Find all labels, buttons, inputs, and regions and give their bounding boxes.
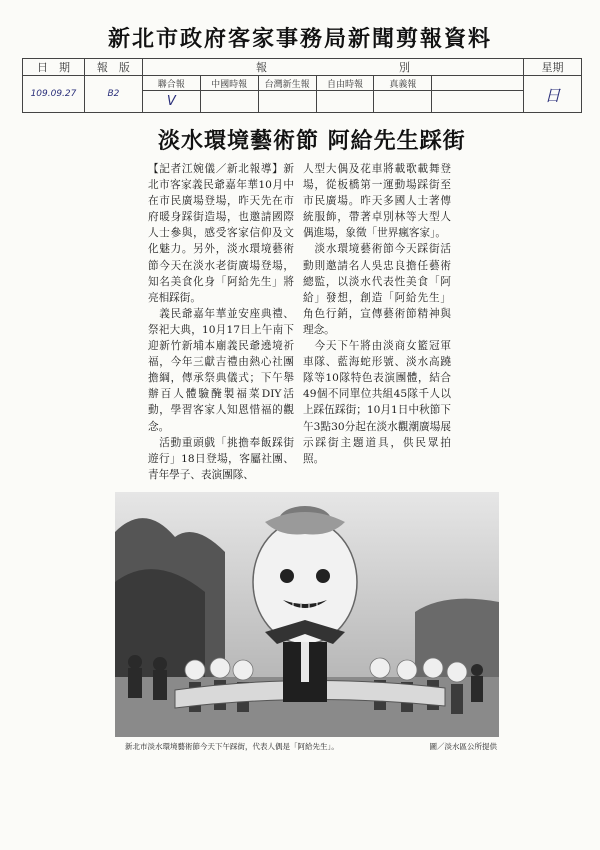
paper-check-cell <box>200 91 258 113</box>
article-column-2: 人型大偶及花車將載歌載舞登場，從板橋第一運動場踩街至市民廣場。昨天多國人士著傳統服飾，帶著卓別林等大型人偶進場，象徵「世界瘋客家」。 淡水環境藝術節今天踩街活動則邀請名人吳忠良擔任藝術總監，以淡水代表性美食「阿給」發想，創造「阿給先生」角色行銷，宣傳藝術節精神與理念。 今天下午將由淡商女籃冠軍車隊、藍海蛇形號、淡水高蹺隊等10隊特色表演團體，結合49個不同單位共組45隊千人以上踩伍踩街；10月1日中秋節下午3點30分起在淡水觀潮廣場展示踩街主題道具，供民眾拍照。 <box>303 163 451 465</box>
paper-name: 台灣新生報 <box>258 76 316 91</box>
weekday-label: 星期 <box>524 59 582 76</box>
clipping-header-title: 新北市政府客家事務局新聞剪報資料 <box>107 26 492 52</box>
edition-label: 報 版 <box>84 59 142 76</box>
date-label: 日 期 <box>23 59 85 76</box>
date-value: 109.09.27 <box>23 76 85 113</box>
edition-value: B2 <box>84 76 142 113</box>
paper-check-cell <box>432 91 524 113</box>
news-photo <box>115 492 499 737</box>
paper-name: 真義報 <box>374 76 432 91</box>
photo-credit: 圖／淡水區公所提供 <box>429 742 497 751</box>
newspaper-label: 報 別 <box>142 59 523 76</box>
article-headline: 淡水環境藝術節 阿給先生踩街 <box>158 128 466 154</box>
photo-caption-bar <box>115 741 499 755</box>
paper-name: 聯合報 <box>142 76 200 91</box>
clipping-meta-table <box>22 58 582 113</box>
paper-check-cell <box>316 91 374 113</box>
paper-name: 中國時報 <box>200 76 258 91</box>
weekday-value: 日 <box>524 76 582 113</box>
paper-check-mark: V <box>142 91 200 113</box>
paper-check-cell <box>374 91 432 113</box>
paper-name: 自由時報 <box>316 76 374 91</box>
article-column-1: 【記者江婉儀／新北報導】新北市客家義民爺嘉年華10月中在市民廣場登場，昨天先在市府暖身踩街造場，也邀請國際人士參與，感受客家信仰及文化魅力。另外，淡水環境藝術節今天在淡水老街廣場登場，知名美食化身「阿給先生」將亮相踩街。 義民爺嘉年華並安座典禮、祭祀大典，10月17日上午南下迎新竹新埔本廟義民爺遶境祈福，今年三獻吉禮由熱心社團擔綱，傳承祭典儀式；下午舉辦百人體驗醃製福菜DIY活動，學習客家人知恩惜福的觀念。 活動重頭戲「挑擔奉飯踩街遊行」18日登場，客屬社團、青年學子、表演團隊、 <box>148 163 294 481</box>
paper-blank <box>432 76 524 91</box>
photo-caption: 新北市淡水環境藝術節今天下午踩街，代表人偶是「阿給先生」。 <box>125 742 339 751</box>
paper-check-cell <box>258 91 316 113</box>
